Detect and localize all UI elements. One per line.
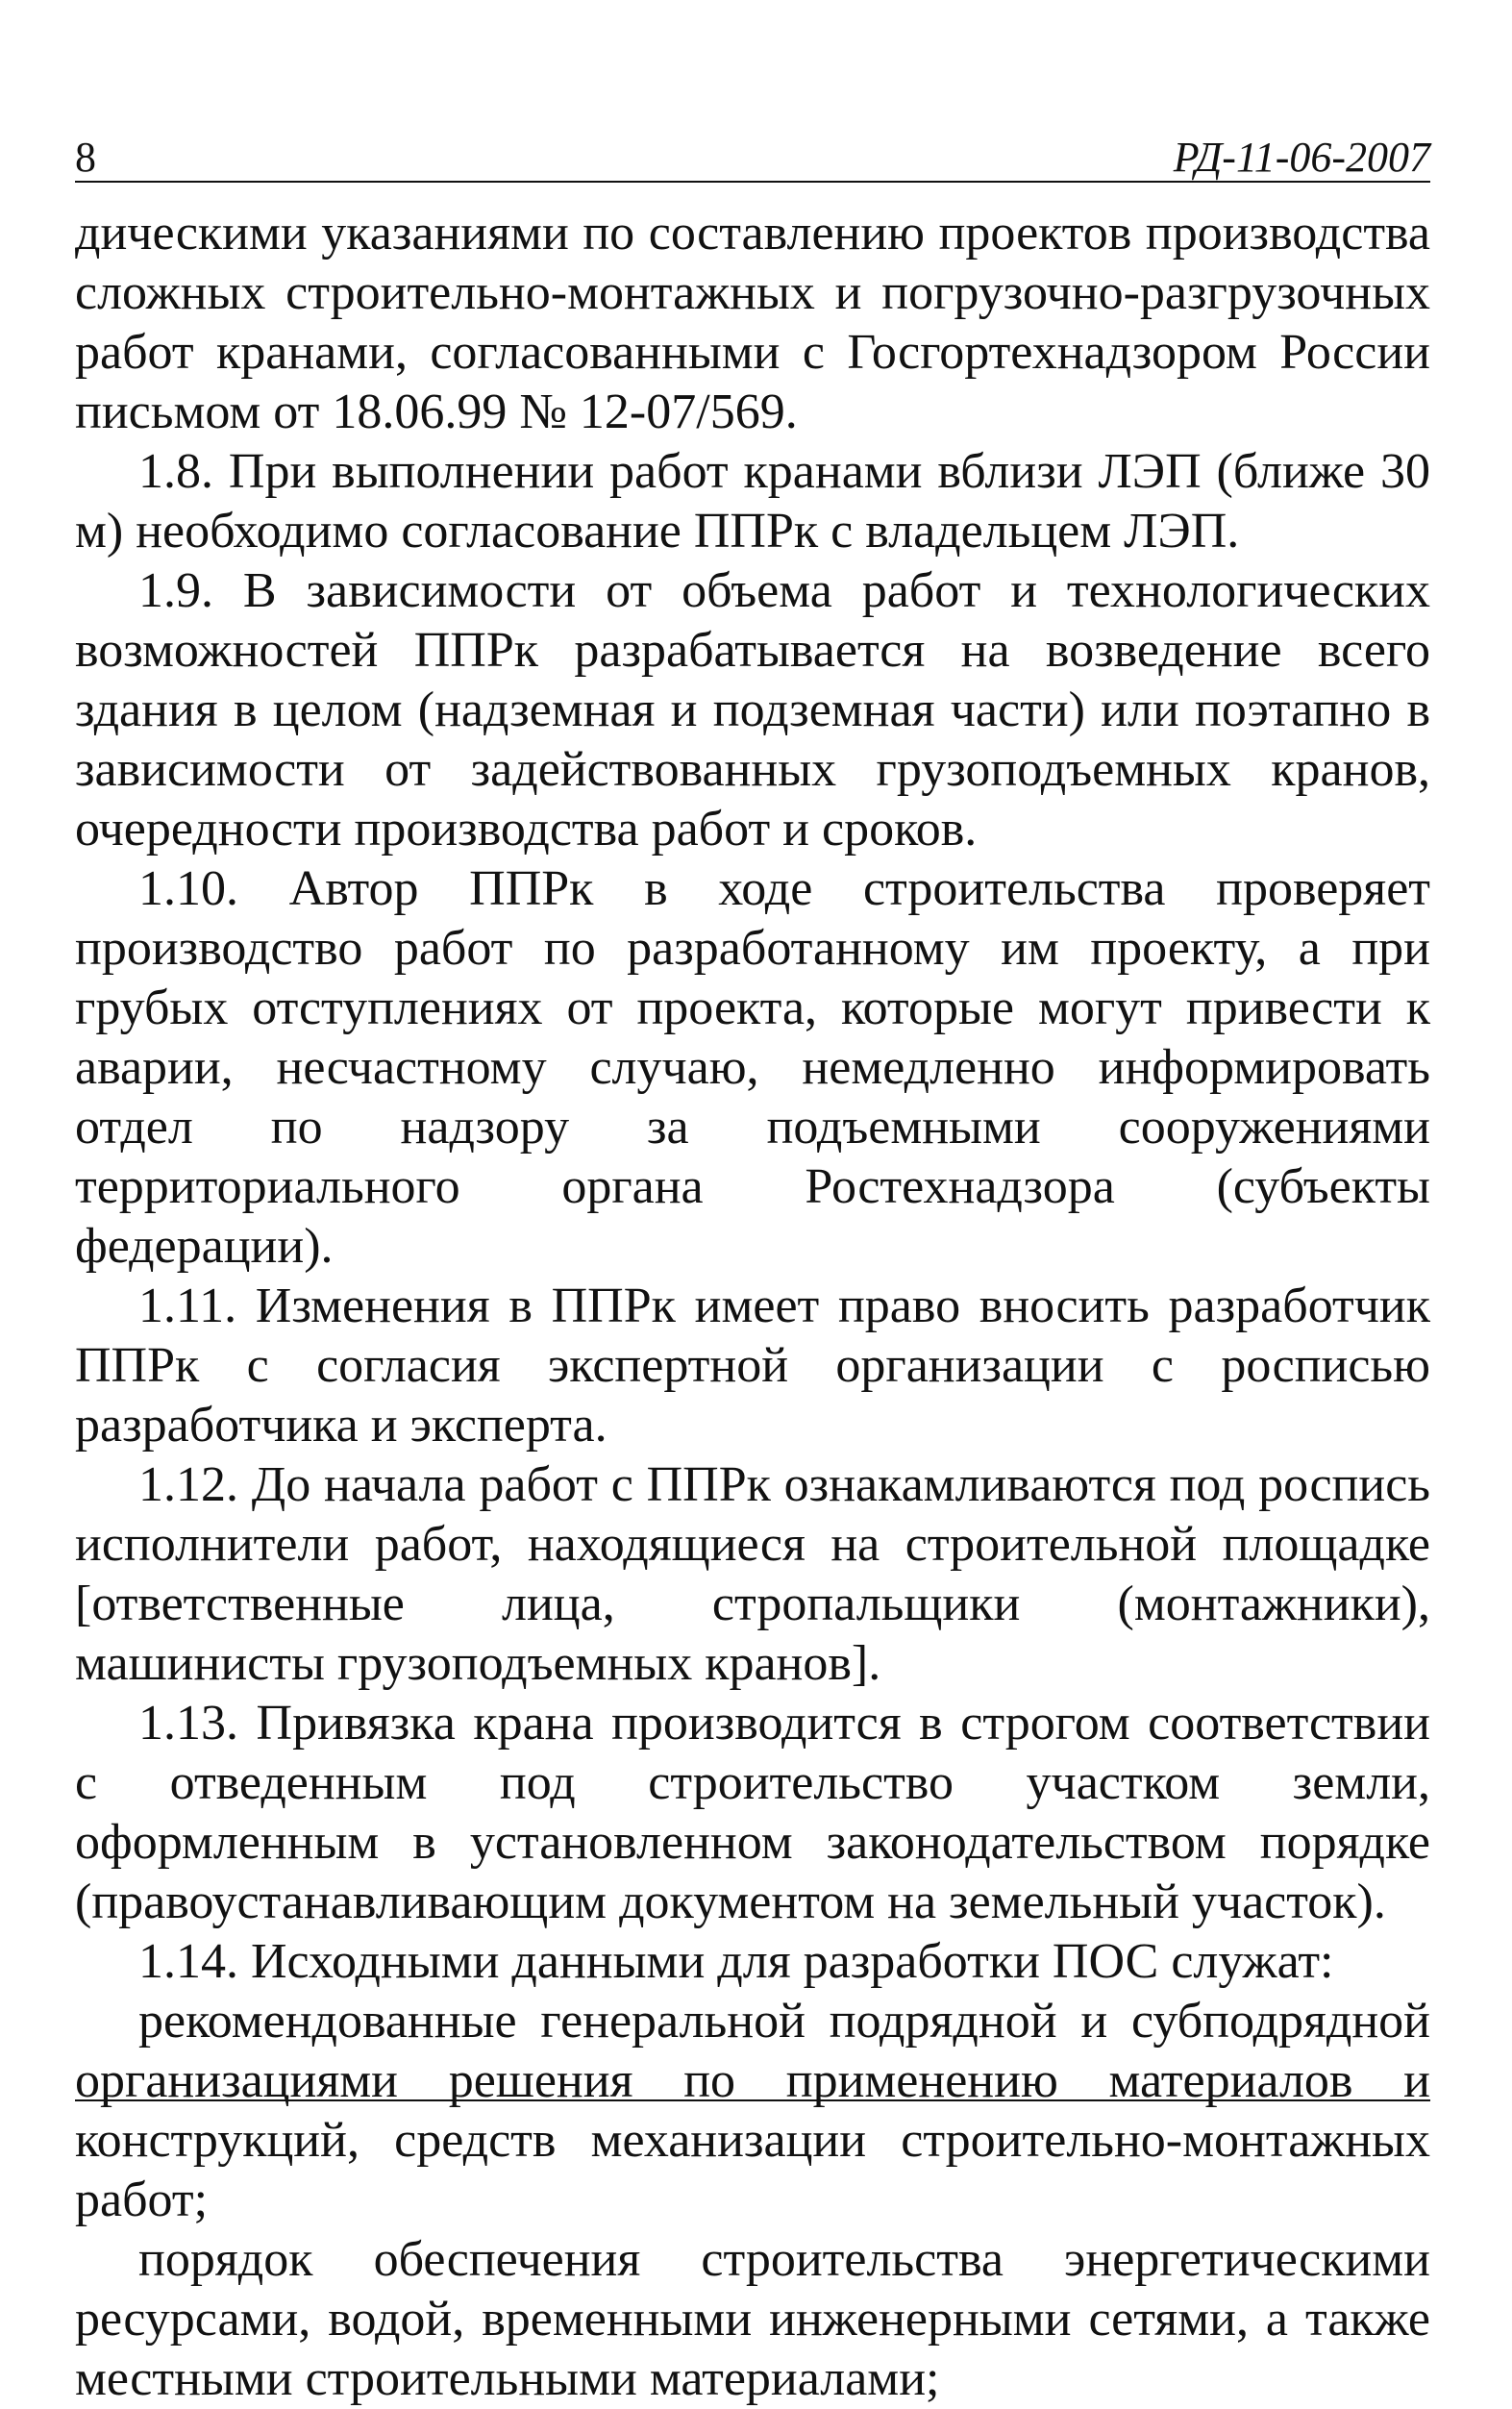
paragraph-1-14: 1.14. Исходными данными для разработки ПОС служат: — [138, 1934, 1334, 1989]
paragraph-1-8: 1.8. При выполнении работ кранами вблизи ЛЭП (ближе 30 м) необходимо согласование ППРк с владельцем ЛЭП. — [75, 444, 1430, 559]
document-body — [75, 204, 1430, 2409]
paragraph-1-9: 1.9. В зависимости от объема работ и технологических возможностей ППРк разрабатывается на возведение всего здания в целом (надземная и подземная части) или поэтапно в зависимости от задействованных грузоподъемных кранов, очередности производства работ и сроков. — [75, 563, 1430, 857]
bottom-rule — [75, 2099, 1430, 2101]
page-header — [75, 125, 1430, 183]
paragraph-1-13: 1.13. Привязка крана производится в строгом соответствии с отведенным под строительство участком земли, оформленным в установленном законодательством порядке (правоустанавливающим документом на земельный участок). — [75, 1696, 1430, 1929]
paragraph-continuation: дическими указаниями по составлению проектов производства сложных строительно-монтажных и погрузочно-разгрузочных работ кранами, согласованными с Госгортехнадзором России письмом от 18.06.99 № 12-07/569. — [75, 206, 1430, 439]
list-item-recommended-solutions: рекомендованные генеральной подрядной и субподрядной организациями решения по применению материалов и конструкций, средств механизации строительно-монтажных работ; — [75, 1994, 1430, 2227]
document-code: РД-11-06-2007 — [1173, 134, 1430, 181]
paragraph-1-12: 1.12. До начала работ с ППРк ознакамливаются под роспись исполнители работ, находящиеся на строительной площадке [ответственные лица, стропальщики (монтажники), машинисты грузоподъемных кранов]. — [75, 1457, 1430, 1691]
page-number: 8 — [75, 134, 96, 181]
list-item-energy-supply: порядок обеспечения строительства энергетическими ресурсами, водой, временными инженерными сетями, а также местными строительными материалами; — [75, 2232, 1430, 2406]
paragraph-1-10: 1.10. Автор ППРк в ходе строительства проверяет производство работ по разработанному им проекту, а при грубых отступлениях от проекта, которые могут привести к аварии, несчастному случаю, немедленно информировать отдел по надзору за подъемными сооружениями территориального органа Ростехнадзора (субъекты федерации). — [75, 861, 1430, 1274]
paragraph-1-11: 1.11. Изменения в ППРк имеет право вносить разработчик ППРк с согласия экспертной организации с росписью разработчика и эксперта. — [75, 1279, 1430, 1453]
